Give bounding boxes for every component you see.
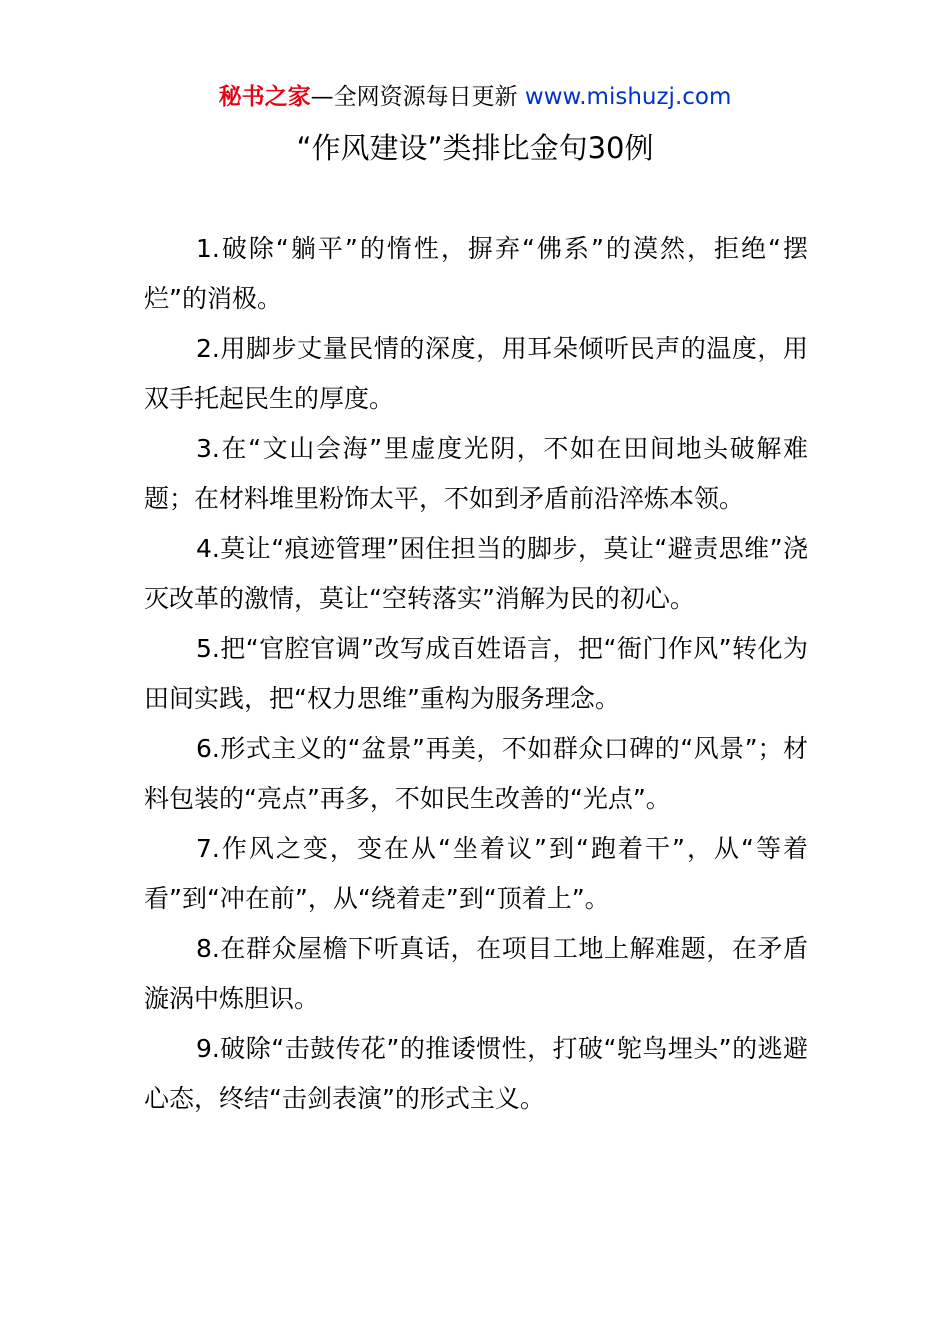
- paragraph-8: 8.在群众屋檐下听真话，在项目工地上解难题，在矛盾漩涡中炼胆识。: [144, 934, 808, 1013]
- paragraph-3: 3.在“文山会海”里虚度光阴，不如在田间地头破解难题；在材料堆里粉饰太平，不如到矛盾前沿淬炼本领。: [144, 434, 808, 513]
- paragraph-5: 5.把“官腔官调”改写成百姓语言，把“衙门作风”转化为田间实践，把“权力思维”重构为服务理念。: [144, 634, 808, 713]
- document-body: [144, 224, 808, 1124]
- site-url[interactable]: www.mishuzj.com: [524, 84, 732, 110]
- paragraph-6: 6.形式主义的“盆景”再美，不如群众口碑的“风景”；材料包装的“亮点”再多，不如民生改善的“光点”。: [144, 734, 808, 813]
- paragraph-4: 4.莫让“痕迹管理”困住担当的脚步，莫让“避责思维”浇灭改革的激情，莫让“空转落实”消解为民的初心。: [144, 534, 808, 613]
- site-brand: 秘书之家: [218, 84, 311, 110]
- paragraph-1: 1.破除“躺平”的惰性，摒弃“佛系”的漠然，拒绝“摆烂”的消极。: [144, 234, 808, 313]
- site-header: [0, 82, 950, 112]
- paragraph-7: 7.作风之变，变在从“坐着议”到“跑着干”，从“等着看”到“冲在前”，从“绕着走”到“顶着上”。: [144, 834, 808, 913]
- paragraph-9: 9.破除“击鼓传花”的推诿惯性，打破“鸵鸟埋头”的逃避心态，终结“击剑表演”的形式主义。: [144, 1034, 808, 1113]
- document-title: “作风建设”类排比金句30例: [296, 131, 654, 165]
- paragraph-2: 2.用脚步丈量民情的深度，用耳朵倾听民声的温度，用双手托起民生的厚度。: [144, 334, 808, 413]
- site-slogan: —全网资源每日更新: [310, 84, 525, 110]
